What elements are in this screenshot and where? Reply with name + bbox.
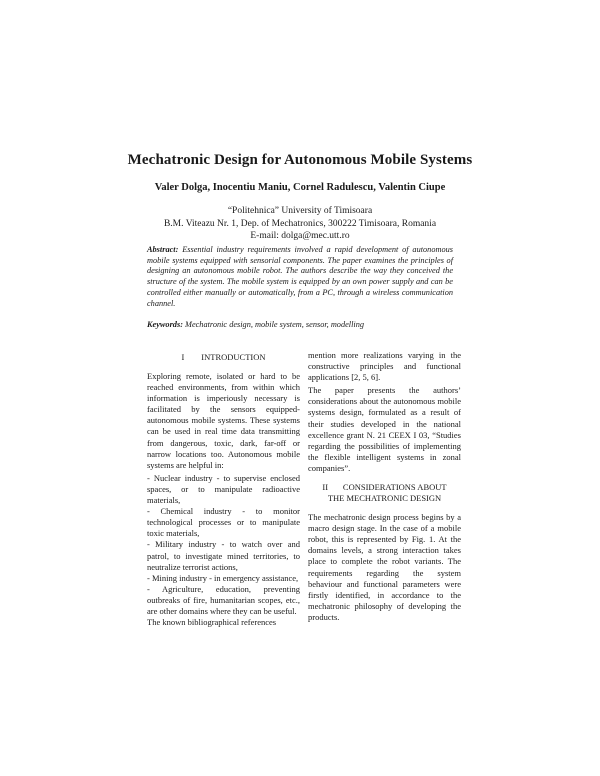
affiliation-block [0, 205, 600, 243]
list-item: - Agriculture, education, preventing outbreaks of fire, humanitarian scopes, etc., are other domains where they can be useful. [147, 583, 300, 616]
keywords-text: Mechatronic design, mobile system, sensor, modelling [185, 320, 365, 329]
keywords-label: Keywords: [147, 320, 183, 329]
section-heading-line: II CONSIDERATIONS ABOUT [322, 482, 447, 493]
list-item: - Chemical industry - to monitor technological processes or to manipulate toxic materials, [147, 506, 300, 539]
author-list: Valer Dolga, Inocentiu Maniu, Cornel Radulescu, Valentin Ciupe [154, 182, 446, 193]
section-heading-introduction: I INTRODUCTION [181, 352, 266, 362]
paper-title: Mechatronic Design for Autonomous Mobile Systems [127, 152, 473, 168]
abstract-text: Essential industry requirements involved a rapid development of autonomous mobile systems equipped with sensorial components. The paper examines the principles of designing an autonomous mobile robot. The authors describe the way they conceived the structure of the system. The mobile system is equipped by an own power supply and can be controlled either manually or automatically, from a PC, through a wireless communication channel. [147, 245, 453, 308]
section-heading-line: THE MECHATRONIC DESIGN [327, 493, 442, 504]
design-process-paragraph: The mechatronic design process begins by a macro design stage. In the case of a mobile robot, this is represented by Fig. 1. At the domains levels, a strong interaction takes place to complete the robot variants. The requirements regarding the system behaviour and functional parameters were firstly identified, in accordance to the mechatronic philosophy of developing the products. [308, 512, 461, 622]
right-column [308, 350, 461, 625]
abstract [147, 245, 453, 309]
left-column [147, 350, 300, 630]
affiliation-email: E-mail: dolga@mec.utt.ro [250, 231, 350, 241]
intro-paragraph: Exploring remote, isolated or hard to be reached environments, from within which information is imperiously necessary is facilitated by the sensors equipped- autonomous mobile systems. These systems can be used in real time data transmitting from dangerous, toxic, dark, far-off or narrow locations too. Autonomous mobile systems are helpful in: [147, 371, 300, 470]
list-item: - Nuclear industry - to supervise enclosed spaces, or to manipulate radioactive materials, [147, 472, 300, 506]
list-item: - Military industry - to watch over and patrol, to investigate mined territories, to neutralize terrorist actions, [147, 539, 300, 572]
closing-line: The known bibliographical references [147, 617, 277, 628]
affiliation-university: “Politehnica” University of Timisoara [227, 206, 373, 216]
abstract-label: Abstract: [147, 245, 179, 254]
keywords [147, 320, 453, 329]
section-heading-considerations [308, 482, 461, 504]
list-item: - Mining industry - in emergency assistance, [147, 572, 299, 583]
affiliation-address: B.M. Viteazu Nr. 1, Dep. of Mechatronics, 300222 Timisoara, Romania [163, 218, 437, 229]
authors-considerations-paragraph: The paper presents the authors’ considerations about the autonomous mobile systems design, formulated as a result of their studies developed in the national excellence grant N. 21 CEEX I 03, “Studies regarding the possibilities of implementing the flexible intelligent systems in zonal companies”. [308, 385, 461, 473]
continuation-paragraph: mention more realizations varying in the constructive principles and functional applications [2, 5, 6]. [308, 350, 461, 383]
